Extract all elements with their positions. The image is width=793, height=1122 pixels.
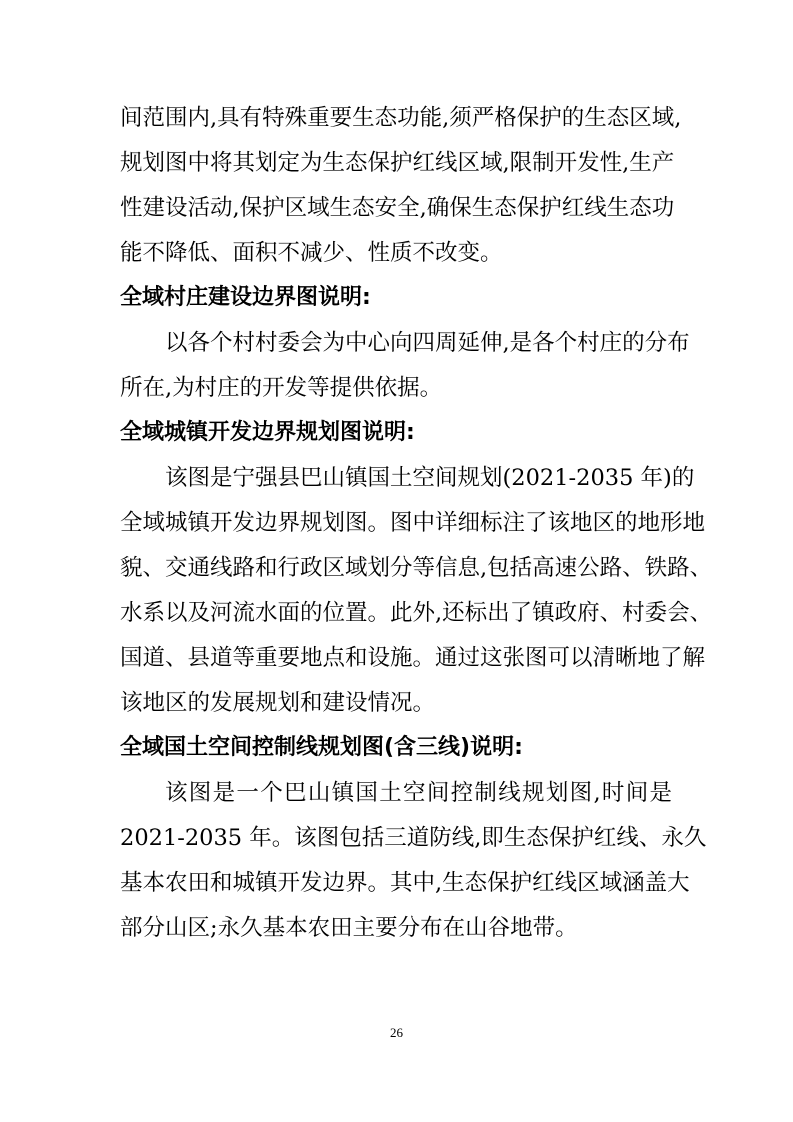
section2-line-2: 全域城镇开发边界规划图。图中详细标注了该地区的地形地: [120, 510, 706, 536]
page-number: 26: [390, 1025, 403, 1040]
section1-heading: 全域村庄建设边界图说明:: [120, 285, 371, 310]
section1-line-2: 所在,为村庄的开发等提供依据。: [120, 375, 443, 401]
section3-line-4: 部分山区;永久基本农田主要分布在山谷地带。: [120, 915, 578, 941]
section3-line-1: 该图是一个巴山镇国土空间控制线规划图,时间是: [165, 780, 672, 806]
section1-line-1: 以各个村村委会为中心向四周延伸,是各个村庄的分布: [165, 330, 690, 356]
section3-heading: 全域国土空间控制线规划图(含三线)说明:: [120, 735, 523, 760]
section2-heading: 全域城镇开发边界规划图说明:: [120, 420, 415, 445]
para1-line-3: 性建设活动,保护区域生态安全,确保生态保护红线生态功: [120, 195, 675, 221]
section2-line-5: 国道、县道等重要地点和设施。通过这张图可以清晰地了解: [120, 645, 706, 671]
section3-line-3: 基本农田和城镇开发边界。其中,生态保护红线区域涵盖大: [120, 870, 690, 896]
section2-line-1: 该图是宁强县巴山镇国土空间规划(2021-2035 年)的: [165, 465, 695, 491]
para1-line-1: 间范围内,具有特殊重要生态功能,须严格保护的生态区域,: [120, 105, 682, 131]
section2-line-3: 貌、交通线路和行政区域划分等信息,包括高速公路、铁路、: [120, 555, 713, 581]
section2-line-6: 该地区的发展规划和建设情况。: [120, 690, 436, 716]
section2-line-4: 水系以及河流水面的位置。此外,还标出了镇政府、村委会、: [120, 600, 713, 626]
para1-line-2: 规划图中将其划定为生态保护红线区域,限制开发性,生产: [120, 150, 675, 176]
para1-line-4: 能不降低、面积不减少、性质不改变。: [120, 240, 503, 266]
section3-line-2: 2021-2035 年。该图包括三道防线,即生态保护红线、永久: [120, 825, 707, 851]
